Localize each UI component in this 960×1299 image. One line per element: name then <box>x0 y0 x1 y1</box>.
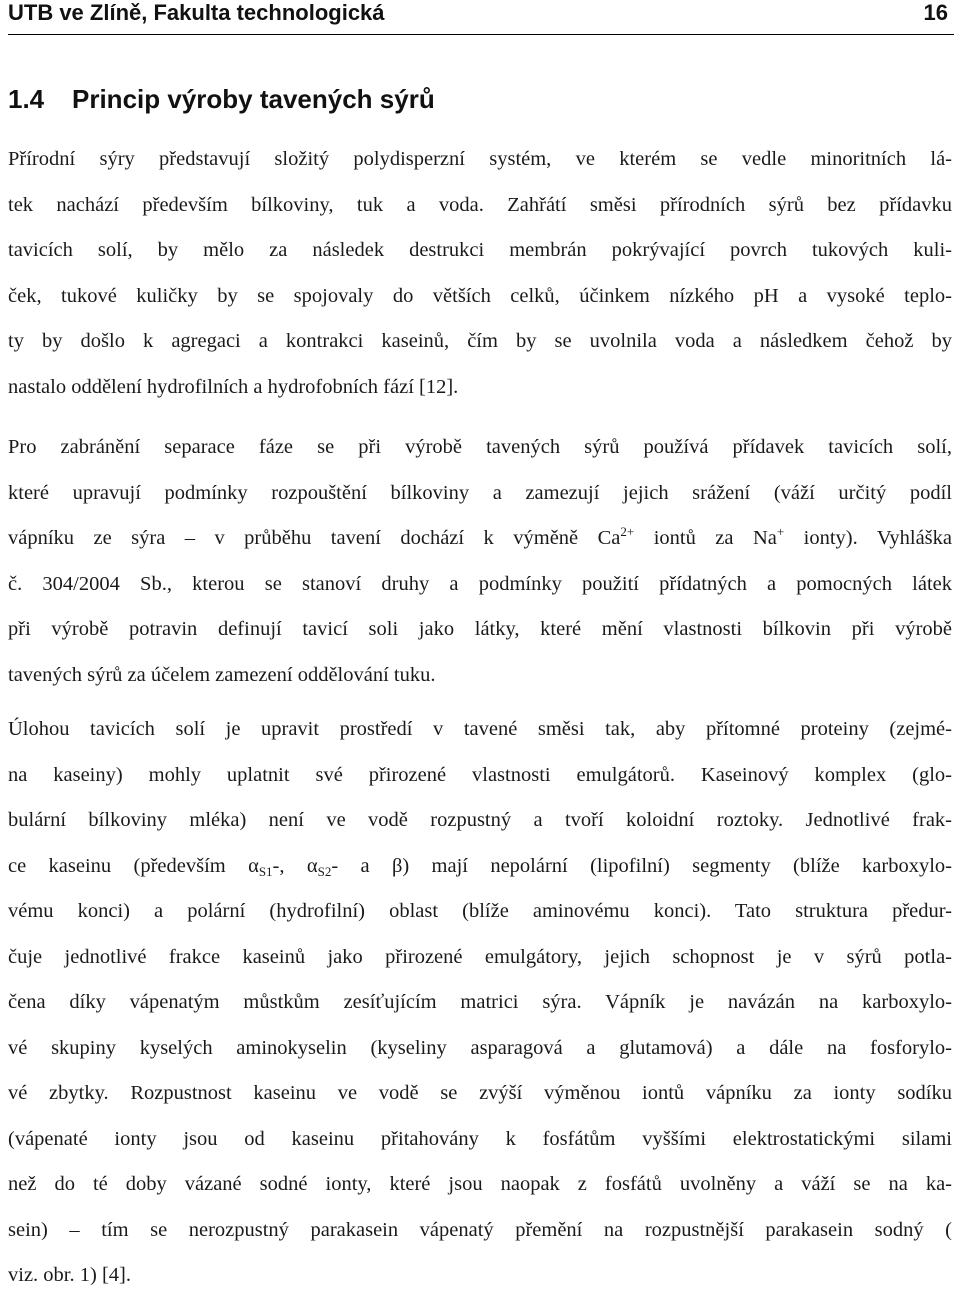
page-number: 16 <box>923 0 948 25</box>
text-line: ček, tukové kuličky by se spojovaly do větších celků, účinkem nízkého pH a vysoké teplo- <box>8 284 952 307</box>
text-line: tavicích solí, by mělo za následek destrukci membrán pokrývající povrch tukových kuli- <box>8 239 952 261</box>
text-line <box>8 516 952 562</box>
section-number: 1.4 <box>8 84 45 114</box>
header-title: UTB ve Zlíně, Fakulta technologická <box>8 0 385 25</box>
subscript: S1 <box>258 863 273 879</box>
text-line: sein) – tím se nerozpustný parakasein vápenatý přemění na rozpustnější parakasein sodný ( <box>8 1218 952 1241</box>
subscript: S2 <box>317 863 332 879</box>
text-line: bulární bílkoviny mléka) není ve vodě rozpustný a tvoří koloidní roztoky. Jednotlivé frak- <box>8 809 952 831</box>
text-span: iontů za Na <box>634 527 777 549</box>
text-span: - a β) mají nepolární (lipofilní) segmenty (blíže karboxylo- <box>331 854 952 877</box>
paragraph-2 <box>8 425 952 698</box>
paragraph-1 <box>8 137 952 410</box>
text-span: ionty). Vyhláška <box>784 527 952 549</box>
section-title: Princip výroby tavených sýrů <box>72 84 435 114</box>
text-line <box>8 844 952 890</box>
text-line: viz. obr. 1) [4]. <box>8 1264 131 1286</box>
superscript: + <box>776 524 785 539</box>
text-line: Přírodní sýry představují složitý polydisperzní systém, ve kterém se vedle minoritních lá- <box>8 148 952 170</box>
text-line: vému konci) a polární (hydrofilní) oblast (blíže aminovému konci). Tato struktura předur- <box>8 900 952 922</box>
text-line: tek nachází především bílkoviny, tuk a voda. Zahřátí směsi přírodních sýrů bez přídavku <box>8 193 952 216</box>
text-line: čuje jednotlivé frakce kaseinů jako přirozené emulgátory, jejich schopnost je v sýrů potla- <box>8 945 952 968</box>
text-line: Úlohou tavicích solí je upravit prostředí v tavené směsi tak, aby přítomné proteiny (zejmé- <box>8 718 952 740</box>
paragraph-3 <box>8 707 952 1299</box>
text-line: č. 304/2004 Sb., kterou se stanoví druhy a podmínky použití přídatných a pomocných látek <box>8 572 952 595</box>
text-line: čena díky vápenatým můstkům zesíťujícím matrici sýra. Vápník je navázán na karboxylo- <box>8 991 952 1013</box>
text-line: které upravují podmínky rozpouštění bílkoviny a zamezují jejich srážení (váží určitý podíl <box>8 481 952 504</box>
text-line: (vápenaté ionty jsou od kaseinu přitahovány k fosfátům vyššími elektrostatickými silami <box>8 1127 952 1150</box>
text-line: na kaseiny) mohly uplatnit své přirozené vlastnosti emulgátorů. Kaseinový komplex (glo- <box>8 763 952 786</box>
text-span: -, α <box>272 854 318 877</box>
text-line: Pro zabránění separace fáze se při výrobě tavených sýrů používá přídavek tavicích solí, <box>8 436 952 458</box>
text-line: vé skupiny kyselých aminokyselin (kyseliny asparagová a glutamová) a dále na fosforylo- <box>8 1036 952 1059</box>
text-line: tavených sýrů za účelem zamezení oddělování tuku. <box>8 663 436 686</box>
text-line: vé zbytky. Rozpustnost kaseinu ve vodě se zvýší výměnou iontů vápníku za ionty sodíku <box>8 1082 952 1104</box>
text-span: vápníku ze sýra – v průběhu tavení dochází k výměně Ca <box>8 527 621 549</box>
text-line: nastalo oddělení hydrofilních a hydrofobních fází [12]. <box>8 375 459 398</box>
text-span: ce kaseinu (především α <box>8 854 259 877</box>
superscript: 2+ <box>620 524 635 539</box>
text-line: než do té doby vázané sodné ionty, které jsou naopak z fosfátů uvolněny a váží se na ka- <box>8 1173 952 1195</box>
page-header <box>8 0 954 35</box>
section-heading <box>8 82 435 116</box>
text-line: ty by došlo k agregaci a kontrakci kaseinů, čím by se uvolnila voda a následkem čehož by <box>8 330 952 352</box>
text-line: při výrobě potravin definují tavicí soli jako látky, které mění vlastnosti bílkovin při výrobě <box>8 618 952 640</box>
